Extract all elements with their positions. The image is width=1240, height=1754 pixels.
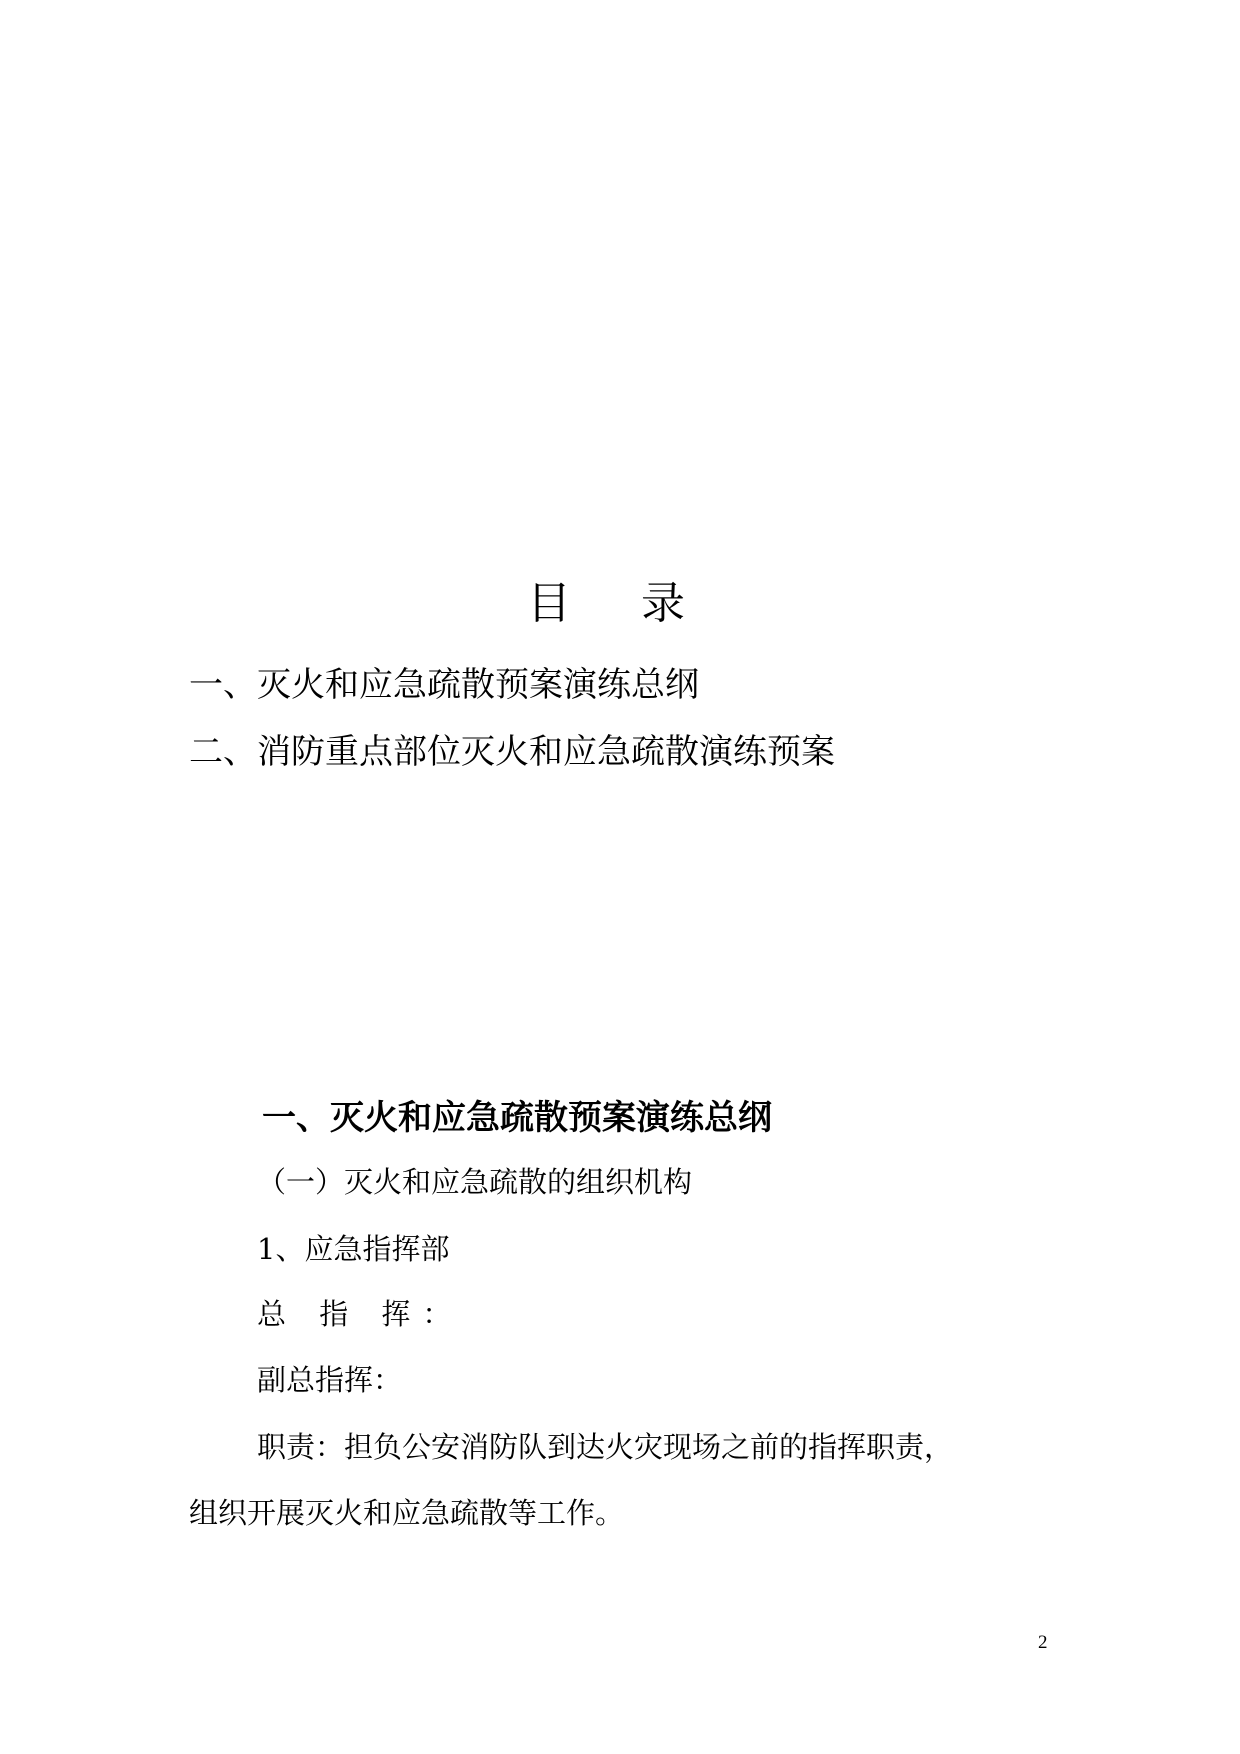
page-number: 2: [1038, 1632, 1048, 1653]
duty-paragraph-line-1: 职责：担负公安消防队到达火灾现场之前的指挥职责，: [257, 1430, 954, 1464]
section-heading: 一、灭火和应急疏散预案演练总纲: [262, 1098, 772, 1138]
toc-title: 目 录: [527, 578, 713, 629]
subsection-heading: （一）灭火和应急疏散的组织机构: [257, 1165, 693, 1199]
item-title: 1、应急指挥部: [257, 1232, 450, 1266]
chief-commander-label: 总 指 挥：: [257, 1297, 464, 1331]
toc-item-2: 二、消防重点部位灭火和应急疏散演练预案: [189, 732, 835, 772]
toc-item-1: 一、灭火和应急疏散预案演练总纲: [189, 665, 699, 705]
deputy-commander-label: 副总指挥：: [257, 1363, 403, 1397]
duty-paragraph-line-2: 组织开展灭火和应急疏散等工作。: [189, 1496, 625, 1530]
